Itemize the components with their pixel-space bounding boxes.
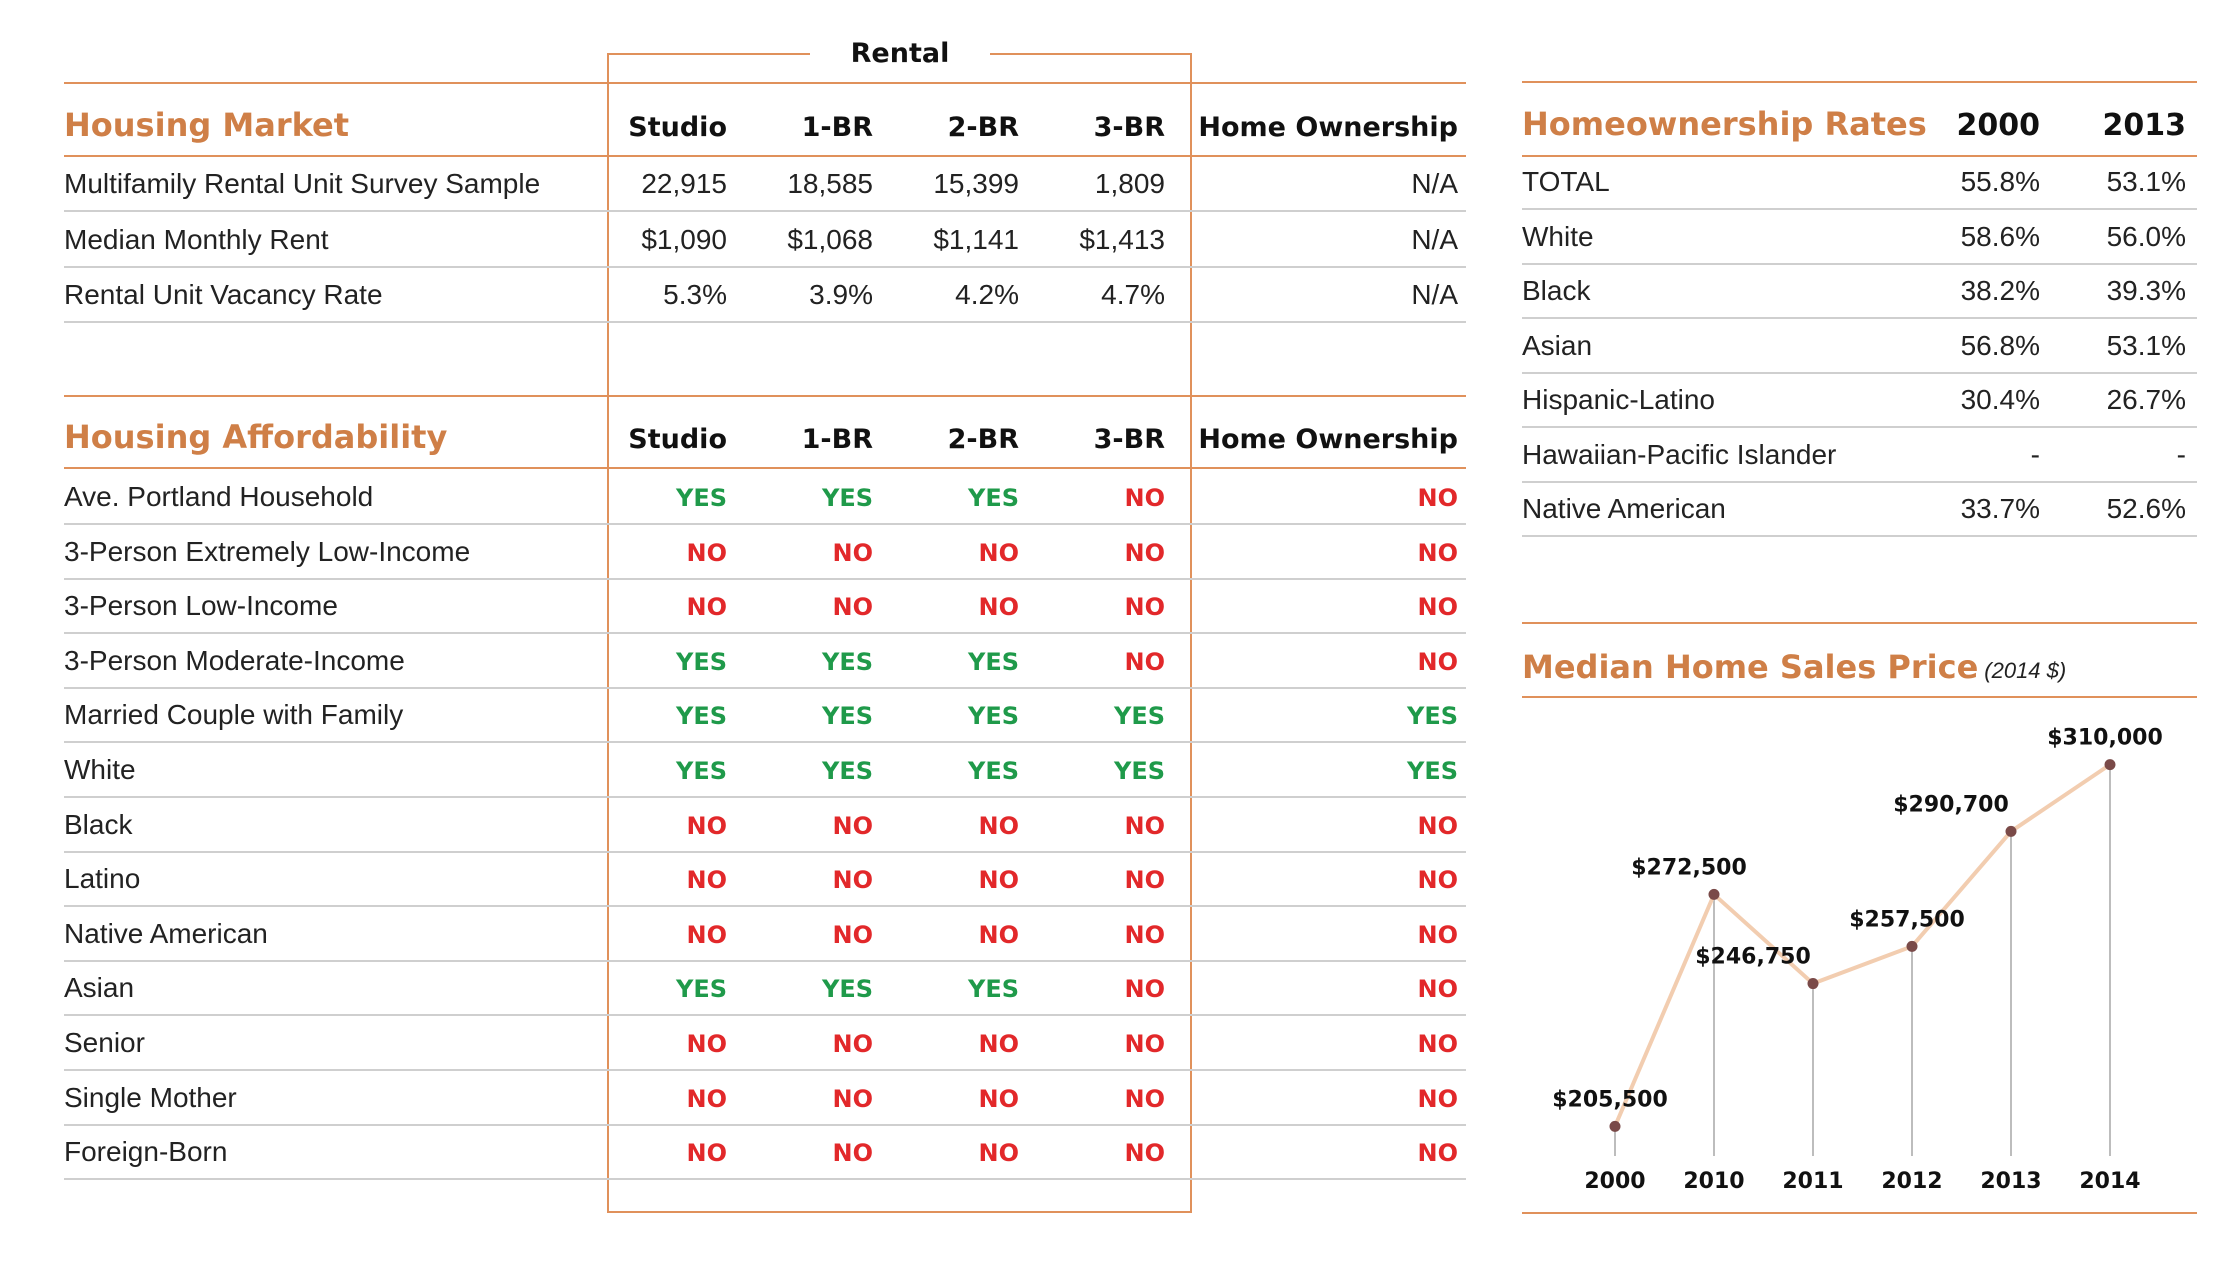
afford-status: NO [1417,1085,1458,1113]
homeown-cell: - [2176,439,2186,470]
afford-row-label: Black [64,809,133,840]
afford-status: NO [978,539,1019,567]
homeown-cell: 56.0% [2106,221,2186,252]
homeown-cell: 30.4% [1960,384,2040,415]
market-col-header: 1-BR [801,112,873,143]
x-tick-label: 2011 [1782,1169,1844,1194]
homeown-cell: - [2030,439,2040,470]
homeown-row-label: White [1522,221,1594,252]
market-title: Housing Market [64,106,350,144]
market-cell: $1,413 [1079,224,1165,255]
market-cell: 3.9% [809,279,873,310]
afford-row-label: White [64,754,136,785]
afford-status: NO [1124,648,1165,676]
afford-col-header: Home Ownership [1198,424,1458,455]
afford-status: NO [1417,921,1458,949]
afford-status: YES [821,975,873,1003]
market-row-label: Median Monthly Rent [64,224,329,255]
homeown-cell: 39.3% [2106,275,2186,306]
afford-status: NO [978,866,1019,894]
chart-subtitle: (2014 $) [1984,658,2067,683]
afford-status: NO [1124,975,1165,1003]
afford-status: NO [686,812,727,840]
afford-row-label: Asian [64,972,135,1003]
afford-status: NO [1124,484,1165,512]
afford-row-label: Married Couple with Family [64,699,404,730]
afford-status: NO [686,1085,727,1113]
afford-status: NO [1417,1139,1458,1167]
afford-title: Housing Affordability [64,418,448,456]
homeown-cell: 55.8% [1960,166,2040,197]
afford-status: YES [967,757,1019,785]
afford-status: YES [821,648,873,676]
homeown-cell: 56.8% [1960,330,2040,361]
afford-status: YES [967,648,1019,676]
afford-status: YES [675,975,727,1003]
afford-col-header: 3-BR [1093,424,1165,455]
homeown-row-rule [1522,208,2197,210]
afford-status: NO [1417,975,1458,1003]
afford-status: YES [675,757,727,785]
data-label: $205,500 [1552,1087,1668,1113]
data-label: $310,000 [2047,725,2163,751]
data-point [1610,1121,1621,1132]
chart-title-rule [1522,696,2197,698]
afford-status: NO [1124,1030,1165,1058]
market-cell: N/A [1411,279,1458,310]
chart-bottom-rule [1522,1212,2197,1214]
x-tick-label: 2000 [1584,1169,1646,1194]
homeown-col-header: 2000 [1956,108,2040,143]
data-label: $246,750 [1695,944,1811,970]
market-row-rule [64,266,1466,268]
homeown-header-rule [1522,155,2197,157]
x-tick-label: 2012 [1881,1169,1943,1194]
homeown-col-header: 2013 [2102,108,2186,143]
afford-status: NO [686,921,727,949]
afford-status: NO [1124,866,1165,894]
homeown-cell: 53.1% [2106,166,2186,197]
afford-status: NO [686,539,727,567]
homeown-row-label: Hawaiian-Pacific Islander [1522,439,1837,470]
homeown-cell: 53.1% [2106,330,2186,361]
market-cell: 22,915 [641,168,727,199]
data-label: $290,700 [1893,792,2009,818]
afford-row-rule [64,1124,1466,1126]
market-col-header: 3-BR [1093,112,1165,143]
homeown-row-rule [1522,263,2197,265]
market-cell: $1,068 [787,224,873,255]
market-cell: $1,090 [641,224,727,255]
market-row-label: Rental Unit Vacancy Rate [64,279,383,310]
afford-status: NO [1417,539,1458,567]
market-top-rule [64,82,1466,84]
afford-status: NO [1417,593,1458,621]
homeown-row-rule [1522,317,2197,319]
afford-status: NO [1124,539,1165,567]
afford-status: NO [832,593,873,621]
afford-status: NO [832,866,873,894]
afford-status: NO [686,1139,727,1167]
market-cell: 18,585 [787,168,873,199]
market-cell: 5.3% [663,279,727,310]
homeown-row-rule [1522,535,2197,537]
afford-status: YES [1406,757,1458,785]
afford-status: NO [832,812,873,840]
afford-status: YES [1406,702,1458,730]
market-row-label: Multifamily Rental Unit Survey Sample [64,168,541,199]
market-col-header: 2-BR [947,112,1019,143]
data-point [1808,978,1819,989]
data-point [1709,889,1720,900]
afford-row-label: Senior [64,1027,145,1058]
afford-status: NO [978,1139,1019,1167]
afford-status: NO [978,812,1019,840]
afford-status: NO [686,866,727,894]
market-cell: 15,399 [933,168,1019,199]
afford-status: YES [967,702,1019,730]
afford-status: NO [1417,484,1458,512]
data-point [2006,826,2017,837]
afford-status: NO [686,593,727,621]
homeown-row-label: Black [1522,275,1591,306]
afford-status: NO [1417,866,1458,894]
afford-status: NO [1417,812,1458,840]
afford-row-label: 3-Person Moderate-Income [64,645,405,676]
market-row-rule [64,321,1466,323]
afford-row-rule [64,796,1466,798]
market-header-rule [64,155,1466,157]
afford-status: NO [832,1139,873,1167]
afford-row-rule [64,687,1466,689]
afford-status: NO [832,539,873,567]
market-row-rule [64,210,1466,212]
afford-status: NO [978,1085,1019,1113]
afford-row-label: Foreign-Born [64,1136,228,1167]
afford-row-rule [64,578,1466,580]
homeown-title: Homeownership Rates [1522,105,1927,143]
afford-row-rule [64,960,1466,962]
afford-status: NO [1124,812,1165,840]
afford-status: YES [967,484,1019,512]
afford-status: NO [832,1030,873,1058]
afford-status: NO [1417,648,1458,676]
afford-status: NO [1124,1139,1165,1167]
median-home-price-chart [1510,700,2210,1220]
homeown-row-label: Asian [1522,330,1593,361]
afford-status: NO [978,593,1019,621]
afford-status: YES [967,975,1019,1003]
afford-col-header: Studio [628,424,727,455]
x-tick-label: 2013 [1980,1169,2042,1194]
afford-row-label: Ave. Portland Household [64,481,374,512]
afford-row-label: 3-Person Low-Income [64,590,338,621]
homeown-row-label: TOTAL [1522,166,1610,197]
homeown-cell: 52.6% [2106,493,2186,524]
homeown-cell: 38.2% [1960,275,2040,306]
market-bottom-rule [64,395,1466,397]
afford-status: NO [686,1030,727,1058]
homeown-row-rule [1522,372,2197,374]
afford-row-rule [64,1069,1466,1071]
afford-status: NO [1124,921,1165,949]
afford-status: NO [832,1085,873,1113]
homeown-cell: 26.7% [2106,384,2186,415]
chart-top-rule [1522,622,2197,624]
homeown-row-label: Native American [1522,493,1726,524]
homeown-top-rule [1522,81,2197,83]
afford-status: NO [832,921,873,949]
afford-status: YES [1113,702,1165,730]
market-cell: 4.7% [1101,279,1165,310]
afford-row-label: Native American [64,918,268,949]
chart-title-text: Median Home Sales Price [1522,648,1979,686]
afford-row-rule [64,741,1466,743]
market-cell: N/A [1411,168,1458,199]
afford-status: YES [821,702,873,730]
afford-row-rule [64,905,1466,907]
market-cell: $1,141 [933,224,1019,255]
afford-status: NO [1124,593,1165,621]
afford-status: NO [978,921,1019,949]
homeown-cell: 33.7% [1960,493,2040,524]
afford-status: NO [1124,1085,1165,1113]
rental-label: Rental [810,38,990,69]
market-cell: 1,809 [1094,168,1165,199]
market-col-header: Home Ownership [1198,112,1458,143]
afford-status: YES [675,702,727,730]
afford-col-header: 1-BR [801,424,873,455]
market-cell: 4.2% [955,279,1019,310]
afford-row-label: Single Mother [64,1082,237,1113]
afford-col-header: 2-BR [947,424,1019,455]
x-tick-label: 2014 [2079,1169,2141,1194]
homeown-cell: 58.6% [1960,221,2040,252]
homeown-row-label: Hispanic-Latino [1522,384,1715,415]
afford-status: YES [1113,757,1165,785]
afford-row-rule [64,851,1466,853]
data-point [1907,941,1918,952]
afford-status: YES [821,484,873,512]
homeown-row-rule [1522,481,2197,483]
afford-row-rule [64,1178,1466,1180]
x-tick-label: 2010 [1683,1169,1745,1194]
afford-status: YES [675,484,727,512]
afford-row-rule [64,632,1466,634]
afford-row-rule [64,1014,1466,1016]
afford-row-label: Latino [64,863,141,894]
afford-row-rule [64,523,1466,525]
chart-title [1522,648,2066,686]
afford-status: YES [675,648,727,676]
afford-header-rule [64,467,1466,469]
market-col-header: Studio [628,112,727,143]
data-point [2105,759,2116,770]
homeown-row-rule [1522,426,2197,428]
data-label: $272,500 [1631,855,1747,881]
afford-status: YES [821,757,873,785]
afford-status: NO [978,1030,1019,1058]
series-line [1615,765,2110,1127]
market-cell: N/A [1411,224,1458,255]
data-label: $257,500 [1849,907,1965,933]
afford-status: NO [1417,1030,1458,1058]
afford-row-label: 3-Person Extremely Low-Income [64,536,471,567]
